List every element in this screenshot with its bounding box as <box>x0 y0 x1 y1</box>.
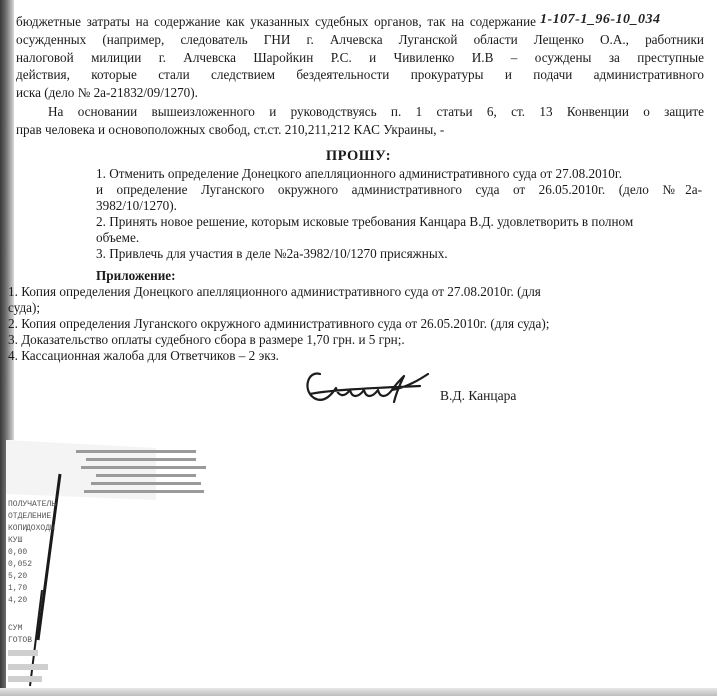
attachments-title: Приложение: <box>96 268 176 283</box>
receipt-line-11: СУМ <box>8 624 23 633</box>
paragraph-1-line-1: бюджетные затраты на содержание как указанных судебных органов, так на содержание <box>16 14 536 29</box>
request-heading: ПРОШУ: <box>325 148 392 164</box>
paragraph-1-line-2: осужденных (например, следователь ГНИ г. Алчевска Луганской области Лещенко О.А., работники <box>16 32 704 47</box>
signatory-name: В.Д. Канцара <box>440 388 517 403</box>
receipt-line-4: ДОХОДЫ <box>26 524 55 533</box>
paragraph-2-line-1: На основании вышеизложенного и руководствуясь п. 1 статьи 6, ст. 13 Конвенции о защите <box>48 104 704 119</box>
payment-receipt-scan <box>6 440 276 690</box>
request-line-2: и определение Луганского окружного административного суда от 26.05.2010г. (дело №2а- <box>96 182 702 197</box>
receipt-line-10: 4,20 <box>8 596 28 605</box>
attachment-line-4: 3. Доказательство оплаты судебного сбора в размере 1,70 грн. и 5 грн;. <box>8 332 405 347</box>
request-line-5: объеме. <box>96 230 140 245</box>
paragraph-2-line-2: прав человека и основоположных свобод, ст.ст. 210,211,212 КАС Украины, - <box>16 122 445 137</box>
request-line-4: 2. Принять новое решение, которым исковые требования Канцара В.Д. удовлетворить в полном <box>96 214 634 229</box>
attachment-line-3: 2. Копия определения Луганского окружного административного суда от 26.05.2010г. (для суда); <box>8 316 550 331</box>
receipt-line-12: ГОТОВ <box>8 636 33 645</box>
receipt-line-9: 1,70 <box>8 584 28 593</box>
handwritten-signature <box>300 360 440 410</box>
receipt-line-6: 0,00 <box>8 548 28 557</box>
receipt-line-8: 5,20 <box>8 572 28 581</box>
request-line-1: 1. Отменить определение Донецкого апелляционного административного суда от 27.08.2010г. <box>96 166 623 181</box>
request-line-3: 3982/10/1270). <box>96 198 177 213</box>
paragraph-1-line-5: иска (дело № 2а-21832/09/1270). <box>16 85 198 100</box>
paragraph-1-line-3: налоговой милиции г. Алчевска Шаройкин Р.С. и Чивиленко И.В – осуждены за преступные <box>16 50 704 65</box>
receipt-line-2: ОТДЕЛЕНИЕ <box>8 512 52 521</box>
receipt-line-7: 0,052 <box>8 560 33 569</box>
receipt-line-3: КОПИ <box>8 524 28 533</box>
scan-bottom-edge <box>0 688 717 696</box>
case-reference-number: 1-107-1_96-10_034 <box>540 12 661 27</box>
paragraph-1-line-4: действия, которые стали следствием бездеятельности прокуратуры и подачи административного <box>16 67 704 82</box>
attachment-line-2: суда); <box>8 300 41 315</box>
attachment-line-1: 1. Копия определения Донецкого апелляционного административного суда от 27.08.2010г. (для <box>8 284 541 299</box>
request-line-6: 3. Привлечь для участия в деле №2а-3982/10/1270 присяжных. <box>96 246 448 261</box>
receipt-line-1: ПОЛУЧАТЕЛЬ <box>8 500 57 509</box>
attachment-line-5: 4. Кассационная жалоба для Ответчиков – 2 экз. <box>8 348 279 363</box>
receipt-line-5: КУШ <box>8 536 23 545</box>
